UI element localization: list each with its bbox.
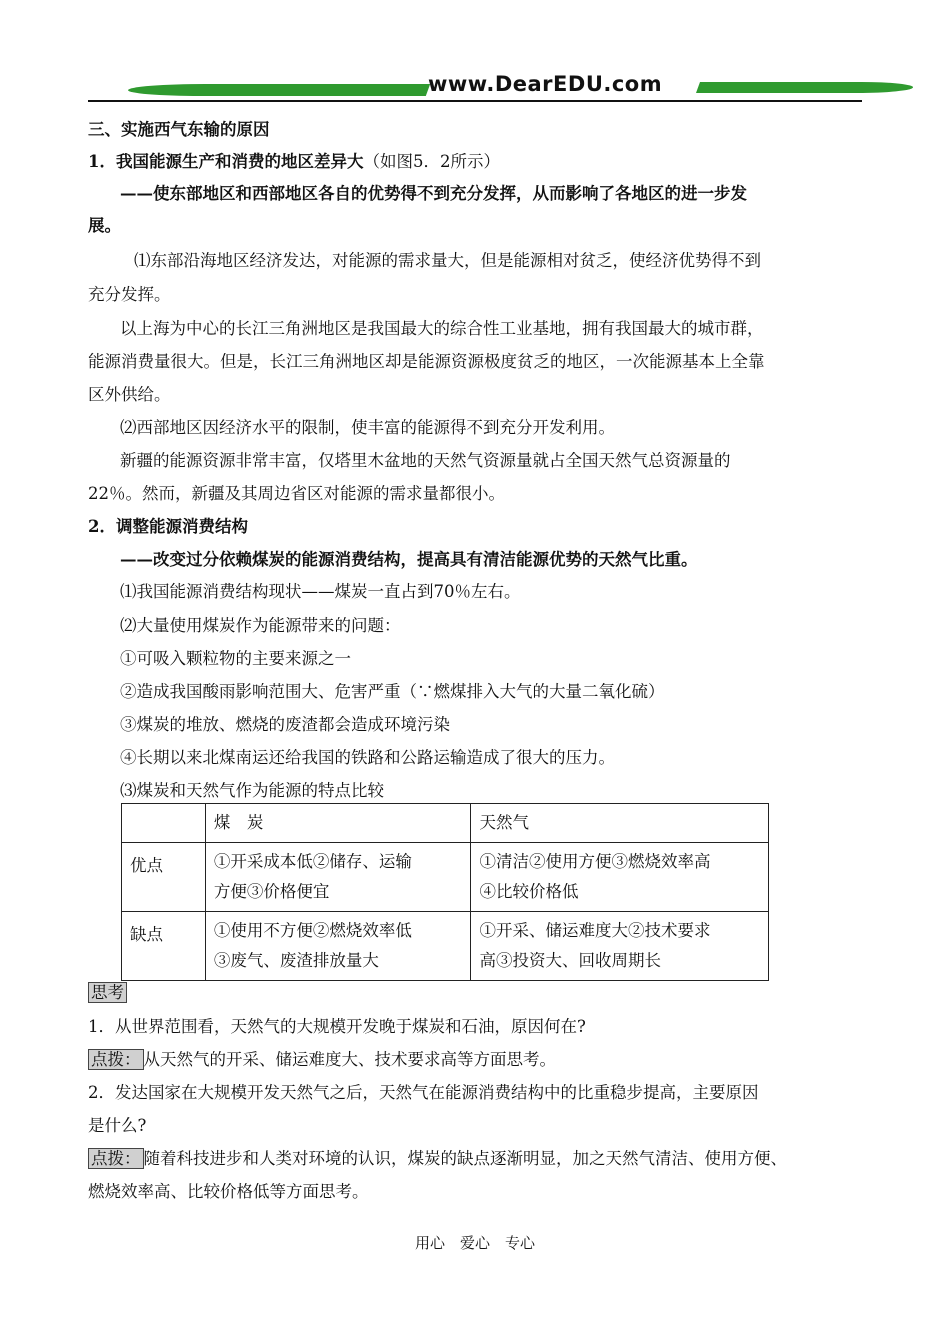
text-line	[88, 484, 505, 504]
site-header	[88, 70, 862, 104]
text-line	[120, 418, 615, 438]
text-line-content: ⑵西部地区因经济水平的限制，使丰富的能源得不到充分开发利用。	[120, 418, 615, 437]
think-label: 思考	[88, 982, 127, 1003]
text-line	[120, 748, 615, 768]
think-heading	[88, 983, 127, 1003]
hint-label: 点拨：	[88, 1049, 144, 1070]
text-line	[120, 184, 747, 204]
text-line-content: 新疆的能源资源非常丰富，仅塔里木盆地的天然气资源量就占全国天然气总资源量的	[120, 451, 731, 470]
table-header-gas: 天然气	[471, 804, 769, 843]
text-line	[134, 251, 761, 271]
text-line-content: ⑴我国能源消费结构现状——煤炭一直占到70％左右。	[120, 582, 521, 601]
text-line	[88, 216, 121, 236]
row-label-disadvantages: 缺点	[122, 912, 206, 981]
page-footer: 用心 爱心 专心	[414, 1234, 535, 1252]
text-line-content: ②造成我国酸雨影响范围大、危害严重（∵燃煤排入大气的大量二氧化硫）	[120, 682, 665, 701]
green-swoosh-left	[126, 84, 430, 96]
gas-advantages	[471, 843, 769, 912]
text-line	[88, 120, 270, 140]
cell-line: ①开采、储运难度大②技术要求	[479, 921, 711, 940]
answer-1-text: 从天然气的开采、储运难度大、技术要求高等方面思考。	[143, 1050, 556, 1069]
text-line-content: ——改变过分依赖煤炭的能源消费结构，提高具有清洁能源优势的天然气比重。	[120, 550, 698, 569]
text-line-tail: （如图5．2所示）	[363, 152, 500, 171]
text-line	[120, 682, 665, 702]
text-line-content: ④长期以来北煤南运还给我国的铁路和公路运输造成了很大的压力。	[120, 748, 615, 767]
text-line	[120, 582, 521, 602]
text-line	[120, 451, 731, 471]
text-line	[120, 319, 764, 339]
text-line-content: 展。	[88, 216, 121, 235]
coal-advantages	[205, 843, 471, 912]
cell-line: 方便③价格便宜	[213, 882, 330, 901]
comparison-table	[121, 803, 769, 981]
answer-2-line-2: 燃烧效率高、比较价格低等方面思考。	[88, 1182, 369, 1201]
text-line-content: ⑴东部沿海地区经济发达，对能源的需求量大，但是能源相对贫乏，使经济优势得不到	[134, 251, 761, 270]
text-line-content: 区外供给。	[88, 385, 171, 404]
table-header-empty	[122, 804, 206, 843]
text-line-content: 充分发挥。	[88, 285, 171, 304]
text-line	[88, 152, 500, 172]
header-rule	[88, 100, 862, 102]
hint-label: 点拨：	[88, 1148, 144, 1169]
table-row	[122, 912, 769, 981]
gas-disadvantages	[471, 912, 769, 981]
text-line-content: 三、实施西气东输的原因	[88, 120, 270, 139]
text-line	[120, 715, 450, 735]
text-line	[88, 285, 171, 305]
text-line-content: ③煤炭的堆放、燃烧的废渣都会造成环境污染	[120, 715, 450, 734]
cell-line: ①清洁②使用方便③燃烧效率高	[479, 852, 711, 871]
green-swoosh-right	[696, 82, 915, 93]
text-line	[120, 616, 401, 636]
cell-line: ①使用不方便②燃烧效率低	[213, 921, 412, 940]
cell-line: ④比较价格低	[479, 882, 579, 901]
question-2-line-1: 2．发达国家在大规模开发天然气之后，天然气在能源消费结构中的比重稳步提高，主要原因	[88, 1083, 759, 1102]
cell-line: ③废气、废渣排放量大	[213, 951, 379, 970]
table-header-row	[122, 804, 769, 843]
row-label-advantages: 优点	[122, 843, 206, 912]
question-1: 1．从世界范围看，天然气的大规模开发晚于煤炭和石油，原因何在?	[88, 1017, 586, 1036]
text-line-content: ⑶煤炭和天然气作为能源的特点比较	[120, 781, 384, 800]
site-logo: www.DearEDU.com	[428, 72, 663, 96]
text-line-content: 1．我国能源生产和消费的地区差异大	[88, 152, 364, 171]
text-line	[88, 385, 171, 405]
cell-line: 高③投资大、回收周期长	[479, 951, 661, 970]
cell-line: ①开采成本低②储存、运输	[213, 852, 412, 871]
question-2-line-2: 是什么?	[88, 1116, 147, 1135]
answer-2-line-1	[88, 1149, 787, 1169]
answer-1	[88, 1050, 556, 1070]
text-line-content: 能源消费量很大。但是，长江三角洲地区却是能源资源极度贫乏的地区，一次能源基本上全靠	[88, 352, 765, 371]
text-line-content: 22％。然而，新疆及其周边省区对能源的需求量都很小。	[88, 484, 505, 503]
text-line	[120, 649, 351, 669]
text-line	[88, 352, 765, 372]
text-line	[88, 517, 248, 537]
text-line	[120, 550, 698, 570]
table-header-coal: 煤 炭	[205, 804, 471, 843]
text-line-content: ①可吸入颗粒物的主要来源之一	[120, 649, 351, 668]
text-line-content: ⑵大量使用煤炭作为能源带来的问题：	[120, 616, 401, 635]
coal-disadvantages	[205, 912, 471, 981]
table-row	[122, 843, 769, 912]
text-line-content: ——使东部地区和西部地区各自的优势得不到充分发挥，从而影响了各地区的进一步发	[120, 184, 747, 203]
answer-2-text: 随着科技进步和人类对环境的认识，煤炭的缺点逐渐明显，加之天然气清洁、使用方便、	[143, 1149, 787, 1168]
text-line	[120, 781, 384, 801]
text-line-content: 以上海为中心的长江三角洲地区是我国最大的综合性工业基地，拥有我国最大的城市群，	[120, 319, 764, 338]
text-line-content: 2．调整能源消费结构	[88, 517, 248, 536]
